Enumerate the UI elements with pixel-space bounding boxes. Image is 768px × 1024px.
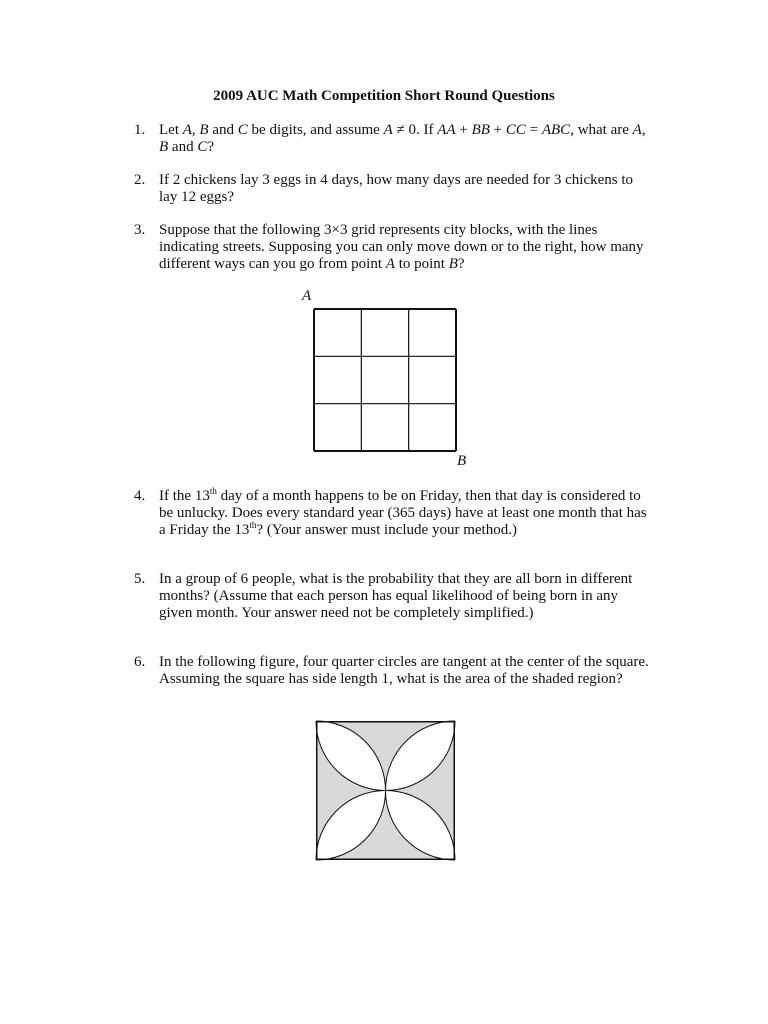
city-grid-figure [313, 308, 457, 452]
text-run: = [525, 122, 542, 138]
question-text [159, 571, 654, 622]
variable: B [199, 122, 209, 138]
question-text [159, 122, 654, 156]
variable: BB [471, 122, 490, 138]
question-4 [134, 488, 654, 539]
text-run: be digits, and assume [247, 122, 384, 138]
text-run: ≠ 0. If [392, 122, 438, 138]
text-run: Let [159, 122, 183, 138]
grid-label-start: A [302, 288, 312, 304]
text-run: , [641, 122, 646, 138]
text-run: + [455, 122, 472, 138]
question-number: 1. [134, 122, 146, 138]
question-number: 2. [134, 172, 146, 188]
question-2 [134, 172, 654, 206]
text-run: In a group of 6 people, what is the probability that they are all born in different months? (Assume that each person has equal likelihood of being born in any given month. Your answer need not be completely simplified.) [159, 571, 633, 621]
variable: A [383, 122, 393, 138]
text-run: ? [457, 256, 465, 272]
question-1 [134, 122, 654, 156]
text-run: to point [394, 256, 449, 272]
question-6 [134, 654, 654, 688]
variable: B [159, 139, 169, 155]
text-run: , what are [570, 122, 633, 138]
ordinal-suffix: th [249, 520, 257, 530]
text-run: Suppose that the following 3×3 grid represents city blocks, with the lines indicating streets. Supposing you can only move down or to the right, how many different ways can you go from point [159, 222, 644, 272]
question-number: 4. [134, 488, 146, 504]
grid-lines [314, 309, 456, 451]
variable: A [182, 122, 192, 138]
text-run: and [208, 122, 238, 138]
question-text [159, 488, 654, 539]
variable: ABC [541, 122, 571, 138]
question-3 [134, 222, 654, 273]
ordinal-suffix: th [209, 486, 217, 496]
quarter-circles-figure [316, 721, 455, 860]
variable: CC [505, 122, 526, 138]
question-number: 5. [134, 571, 146, 587]
page-title: 2009 AUC Math Competition Short Round Questions [213, 88, 555, 104]
question-text [159, 172, 654, 206]
text-run: ? [207, 139, 215, 155]
grid-label-end: B [457, 453, 467, 469]
variable: C [197, 139, 208, 155]
question-number: 6. [134, 654, 146, 670]
text-run: If 2 chickens lay 3 eggs in 4 days, how many days are needed for 3 chickens to lay 12 eggs? [159, 172, 634, 205]
question-text [159, 222, 654, 273]
text-run: ? (Your answer must include your method.) [256, 522, 517, 538]
question-text [159, 654, 654, 688]
variable: AA [437, 122, 456, 138]
text-run: and [168, 139, 198, 155]
variable: A [385, 256, 395, 272]
variable: B [448, 256, 458, 272]
text-run: , [191, 122, 200, 138]
question-number: 3. [134, 222, 146, 238]
text-run: day of a month happens to be on Friday, then that day is considered to be unlucky. Does every standard year (365 days) have at least one month that has a Friday the 13 [159, 488, 647, 538]
text-run: If the 13 [159, 488, 210, 504]
variable: C [237, 122, 248, 138]
question-5 [134, 571, 654, 622]
text-run: + [489, 122, 506, 138]
variable: A [632, 122, 642, 138]
text-run: In the following figure, four quarter circles are tangent at the center of the square. Assuming the square has side length 1, what is the area of the shaded region? [159, 654, 649, 687]
